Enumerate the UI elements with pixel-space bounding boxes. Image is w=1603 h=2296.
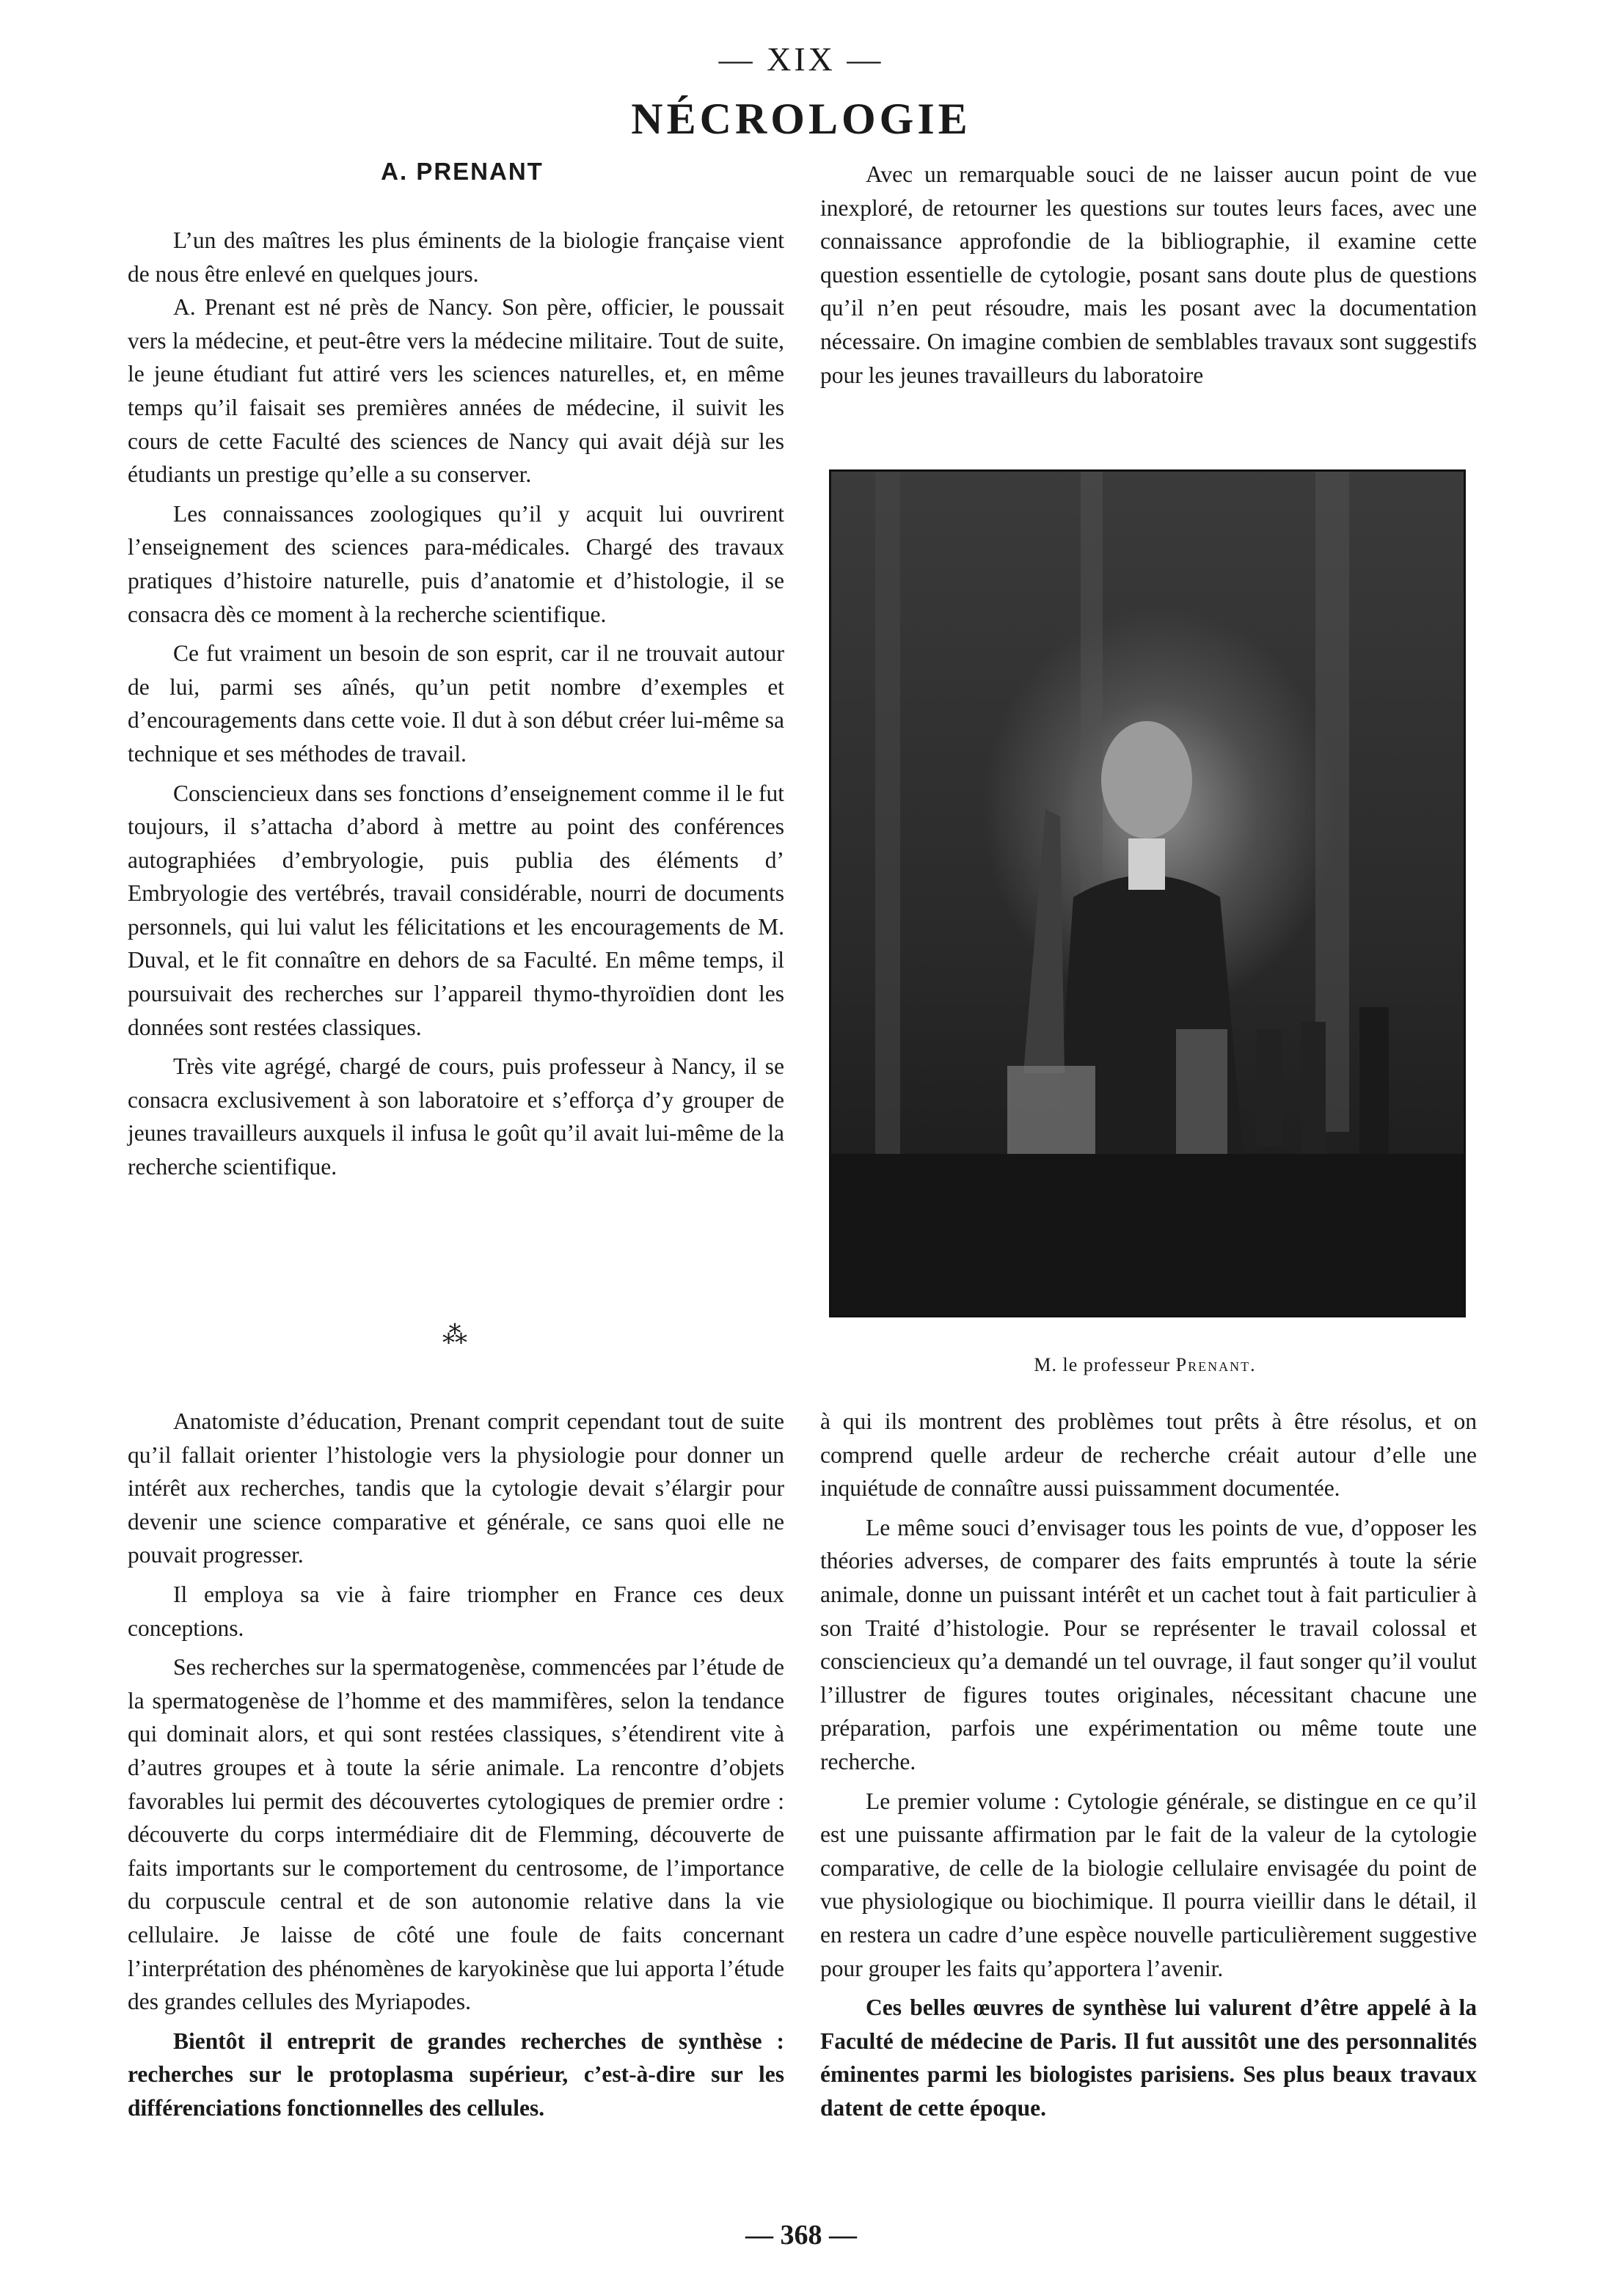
column-right-bottom <box>820 1405 1477 2124</box>
paragraph: A. Prenant est né près de Nancy. Son père, officier, le poussait vers la médecine, et peut-être vers la médecine militaire. Tout de suite, le jeune étudiant fut attiré vers les sciences naturelles, et, en même temps qu’il faisait ses premières années de médecine, il suivit les cours de cette Faculté des sciences de Nancy qui avait déjà sur les étudiants un prestige qu’elle a su conserver. <box>128 294 784 488</box>
portrait-illustration <box>831 472 1464 1315</box>
column-right-top <box>820 158 1477 392</box>
paragraph: Il employa sa vie à faire triompher en France ces deux conceptions. <box>128 1581 784 1641</box>
section-title: NÉCROLOGIE <box>631 95 971 143</box>
page-number: — 368 — <box>745 2220 857 2251</box>
column-left-bottom <box>128 1405 784 2124</box>
paragraph: à qui ils montrent des problèmes tout prêts à être résolus, et on comprend quelle ardeur de recherche créait autour d’elle une inquiétude de connaître aussi puissamment documentée. <box>820 1408 1477 1502</box>
paragraph: Le même souci d’envisager tous les points de vue, d’opposer les théories adverses, de comparer des faits empruntés à toute la série animale, donne un puissant intérêt et un cachet tout à fait particulier à son Traité d’histologie. Pour se représenter le travail colossal et consciencieux qu’a demandé un tel ouvrage, il faut songer qu’il voulut l’illustrer de figures toutes originales, nécessitant chacune une préparation, parfois une expérimentation ou même toute une recherche. <box>820 1514 1477 1774</box>
roman-page-numeral: — XIX — <box>718 40 884 78</box>
paragraph: Le premier volume : Cytologie générale, se distingue en ce qu’il est une puissante affirmation par le fait de la valeur de la cytologie comparative, de celle de la biologie cellulaire envisagée du point de vue physiologique ou biochimique. Il pourra vieillir dans le détail, il en restera un cadre d’une espèce nouvelle particulièrement suggestive pour grouper les faits qu’apportera l’avenir. <box>820 1788 1477 1981</box>
paragraph: L’un des maîtres les plus éminents de la biologie française vient de nous être enlevé en quelques jours. <box>128 227 784 287</box>
paragraph: Ses recherches sur la spermatogenèse, commencées par l’étude de la spermatogenèse de l’homme et des mammifères, selon la tendance qui dominait alors, et qui sont restées classiques, s’étendirent vite à d’autres groupes et à toute la série animale. La rencontre d’objets favorables lui permit des découvertes cytologiques de premier ordre : découverte du corps intermédiaire dit de Flemming, découverte de faits importants sur le comportement du centrosome, de l’importance du corpuscule central et de son autonomie relative dans la vie cellulaire. Je laisse de côté une foule de faits concernant l’interprétation des phénomènes de karyokinèse que lui apporta l’étude des grandes cellules des Myriapodes. <box>128 1654 784 2015</box>
caption-prefix: M. le professeur <box>1034 1354 1171 1375</box>
paragraph: Anatomiste d’éducation, Prenant comprit cependant tout de suite qu’il fallait orienter l’histologie vers la physiologie pour donner un intérêt aux recherches, tandis que la cytologie devait s’élargir pour devenir une science comparative et générale, ce sans quoi elle ne pouvait progresser. <box>128 1408 784 1568</box>
column-left-top <box>128 224 784 1184</box>
paragraph: Ce fut vraiment un besoin de son esprit, car il ne trouvait autour de lui, parmi ses aînés, qu’un petit nombre d’exemples et d’encouragements dans cette voie. Il dut à son début créer lui-même sa technique et ses méthodes de travail. <box>128 640 784 767</box>
paragraph: Consciencieux dans ses fonctions d’enseignement comme il le fut toujours, il s’attacha d’abord à mettre au point des conférences autographiées d’embryologie, puis publia des éléments d’ Embryologie des vertébrés, travail considérable, nourri de documents personnels, qui lui valut les félicitations et les encouragements de M. Duval, et le fit connaître en dehors de sa Faculté. En même temps, il poursuivait des recherches sur l’appareil thymo-thyroïdien dont les données sont restées classiques. <box>128 780 784 1040</box>
paragraph: Ces belles œuvres de synthèse lui valurent d’être appelé à la Faculté de médecine de Paris. Il fut aussitôt une des personnalités éminentes parmi les biologistes parisiens. Ses plus beaux travaux datent de cette époque. <box>820 1995 1477 2121</box>
paragraph: Les connaissances zoologiques qu’il y acquit lui ouvrirent l’enseignement des sciences para-médicales. Chargé des travaux pratiques d’histoire naturelle, puis d’anatomie et d’histologie, il se consacra dès ce moment à la recherche scientifique. <box>128 500 784 627</box>
asterism: ⁂ <box>442 1322 467 1349</box>
caption-name: Prenant. <box>1175 1354 1257 1375</box>
paragraph: Très vite agrégé, chargé de cours, puis professeur à Nancy, il se consacra exclusivement à son laboratoire et s’efforça d’y grouper de jeunes travailleurs auxquels il infusa le goût qu’il avait lui-même de la recherche scientifique. <box>128 1053 784 1180</box>
paragraph: Avec un remarquable souci de ne laisser aucun point de vue inexploré, de retourner les questions sur toutes leurs faces, avec une connaissance approfondie de la bibliographie, il examine cette question essentielle de cytologie, posant sans doute plus de questions qu’il n’en peut résoudre, mais les posant avec la documentation nécessaire. On imagine combien de semblables travaux sont suggestifs pour les jeunes travailleurs du laboratoire <box>820 161 1477 388</box>
paragraph: Bientôt il entreprit de grandes recherches de synthèse : recherches sur le protoplasma supérieur, c’est-à-dire sur les différenciations fonctionnelles des cellules. <box>128 2028 784 2121</box>
portrait-photograph <box>829 469 1466 1317</box>
article-title: A. PRENANT <box>381 158 544 185</box>
photo-caption <box>829 1354 1461 1376</box>
